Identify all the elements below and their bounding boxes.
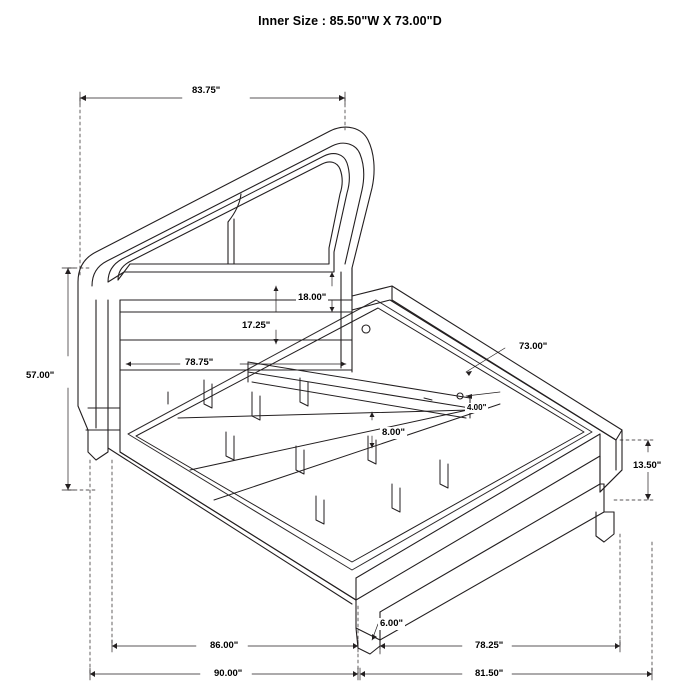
dimension-panel-height: 18.00": [298, 292, 327, 303]
dimension-side-rail-length-left: 86.00": [210, 640, 239, 651]
headboard-outline: [78, 127, 374, 430]
dimension-overall-depth: 81.50": [475, 668, 504, 679]
dimension-rail-height: 13.50": [633, 460, 662, 471]
dimension-side-rail-length-right: 78.25": [475, 640, 504, 651]
dimension-headboard-width: 83.75": [192, 85, 221, 96]
dimension-overall-height: 57.00": [26, 370, 55, 381]
page-title: Inner Size : 85.50"W X 73.00"D: [258, 14, 442, 28]
dimension-rail-depth: 73.00": [519, 341, 548, 352]
dimension-slat-thickness: 4.00": [467, 403, 487, 412]
dimension-overall-length: 90.00": [214, 668, 243, 679]
dimension-leg-height: 6.00": [380, 618, 403, 629]
dimension-slat-height: 8.00": [382, 427, 405, 438]
dimension-panel-inner-height: 17.25": [242, 320, 271, 331]
dimension-headboard-inner-width: 78.75": [185, 357, 214, 368]
